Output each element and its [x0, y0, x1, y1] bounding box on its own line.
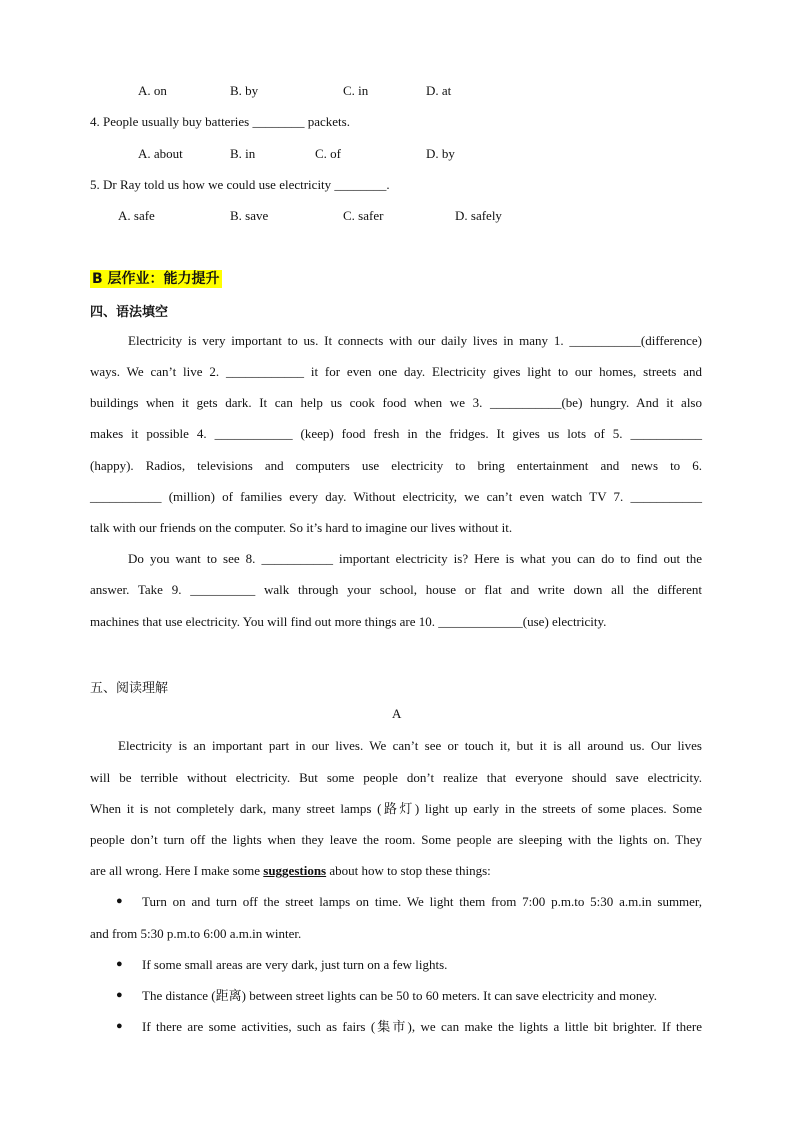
grammar-line-3: buildings when it gets dark. It can help us cook food when we 3. ___________(be) hungry. And it also [90, 395, 702, 410]
q5-option-b: B. save [230, 208, 269, 223]
grammar-line-1: Electricity is very important to us. It connects with our daily lives in many 1. ___________(difference) [128, 333, 702, 348]
grammar-line-9: answer. Take 9. __________ walk through your school, house or flat and write down all the different [90, 582, 702, 597]
q5-option-d: D. safely [455, 208, 502, 223]
bullet-dot-3: ● [116, 989, 123, 1001]
q4-option-d: D. by [426, 146, 455, 161]
section-b-title [90, 268, 222, 288]
reading-line-4: people don’t turn off the lights when they leave the room. Some people are sleeping with the lights on. They [90, 832, 702, 847]
q4-option-c: C. of [315, 146, 341, 161]
section-4-title: 四、语法填空 [90, 305, 169, 320]
bullet-dot-1: ● [116, 895, 123, 907]
bullet-2: If some small areas are very dark, just turn on a few lights. [142, 957, 448, 972]
suggestions-word: suggestions [263, 863, 327, 878]
bullet-3: The distance (距离) between street lights can be 50 to 60 meters. It can save electricity and money. [142, 988, 657, 1003]
bullet-1: Turn on and turn off the street lamps on time. We light them from 7:00 p.m.to 5:30 a.m.in summer, [142, 894, 702, 909]
reading-line-1: Electricity is an important part in our lives. We can’t see or touch it, but it is all around us. Our lives [118, 738, 702, 753]
section-5-title: 五、阅读理解 [90, 681, 169, 696]
grammar-line-8: Do you want to see 8. ___________ important electricity is? Here is what you can do to find out the [128, 551, 702, 566]
grammar-line-10: machines that use electricity. You will find out more things are 10. _____________(use) electricity. [90, 614, 607, 629]
grammar-line-4: makes it possible 4. ____________ (keep) food fresh in the fridges. It gives us lots of 5. ___________ [90, 426, 702, 441]
grammar-line-7: talk with our friends on the computer. So it’s hard to imagine our lives without it. [90, 520, 513, 535]
q3-option-d: D. at [426, 83, 452, 98]
q3-option-b: B. by [230, 83, 259, 98]
grammar-line-2: ways. We can’t live 2. ____________ it for even one day. Electricity gives light to our homes, streets and [90, 364, 702, 379]
grammar-line-5: (happy). Radios, televisions and computers use electricity to bring entertainment and news to 6. [90, 458, 702, 473]
bullet-dot-2: ● [116, 958, 123, 970]
reading-line-5-before: are all wrong. Here I make some [90, 863, 264, 878]
bullet-4: If there are some activities, such as fairs (集市), we can make the lights a little bit brighter. If there [142, 1019, 702, 1034]
q5-option-a: A. safe [118, 208, 155, 223]
q3-option-a: A. on [138, 83, 167, 98]
q5-option-c: C. safer [343, 208, 384, 223]
q5-question: 5. Dr Ray told us how we could use electricity ________. [90, 177, 390, 192]
q4-question: 4. People usually buy batteries ________ packets. [90, 114, 350, 129]
reading-line-5-after: about how to stop these things: [326, 863, 491, 878]
passage-label: A [392, 706, 402, 721]
bullet-dot-4: ● [116, 1020, 123, 1032]
q4-option-a: A. about [138, 146, 183, 161]
section-b-title-text: B 层作业：能力提升 [92, 271, 220, 287]
grammar-line-6: ___________ (million) of families every day. Without electricity, we can’t even watch TV 7. ___________ [90, 489, 702, 504]
reading-line-3: When it is not completely dark, many street lamps (路灯) light up early in the streets of some places. Some [90, 801, 702, 816]
bullet-1-continuation: and from 5:30 p.m.to 6:00 a.m.in winter. [90, 926, 302, 941]
reading-line-2: will be terrible without electricity. But some people don’t realize that everyone should save electricity. [90, 770, 702, 785]
reading-line-5 [90, 861, 491, 881]
q3-option-c: C. in [343, 83, 369, 98]
q4-option-b: B. in [230, 146, 256, 161]
